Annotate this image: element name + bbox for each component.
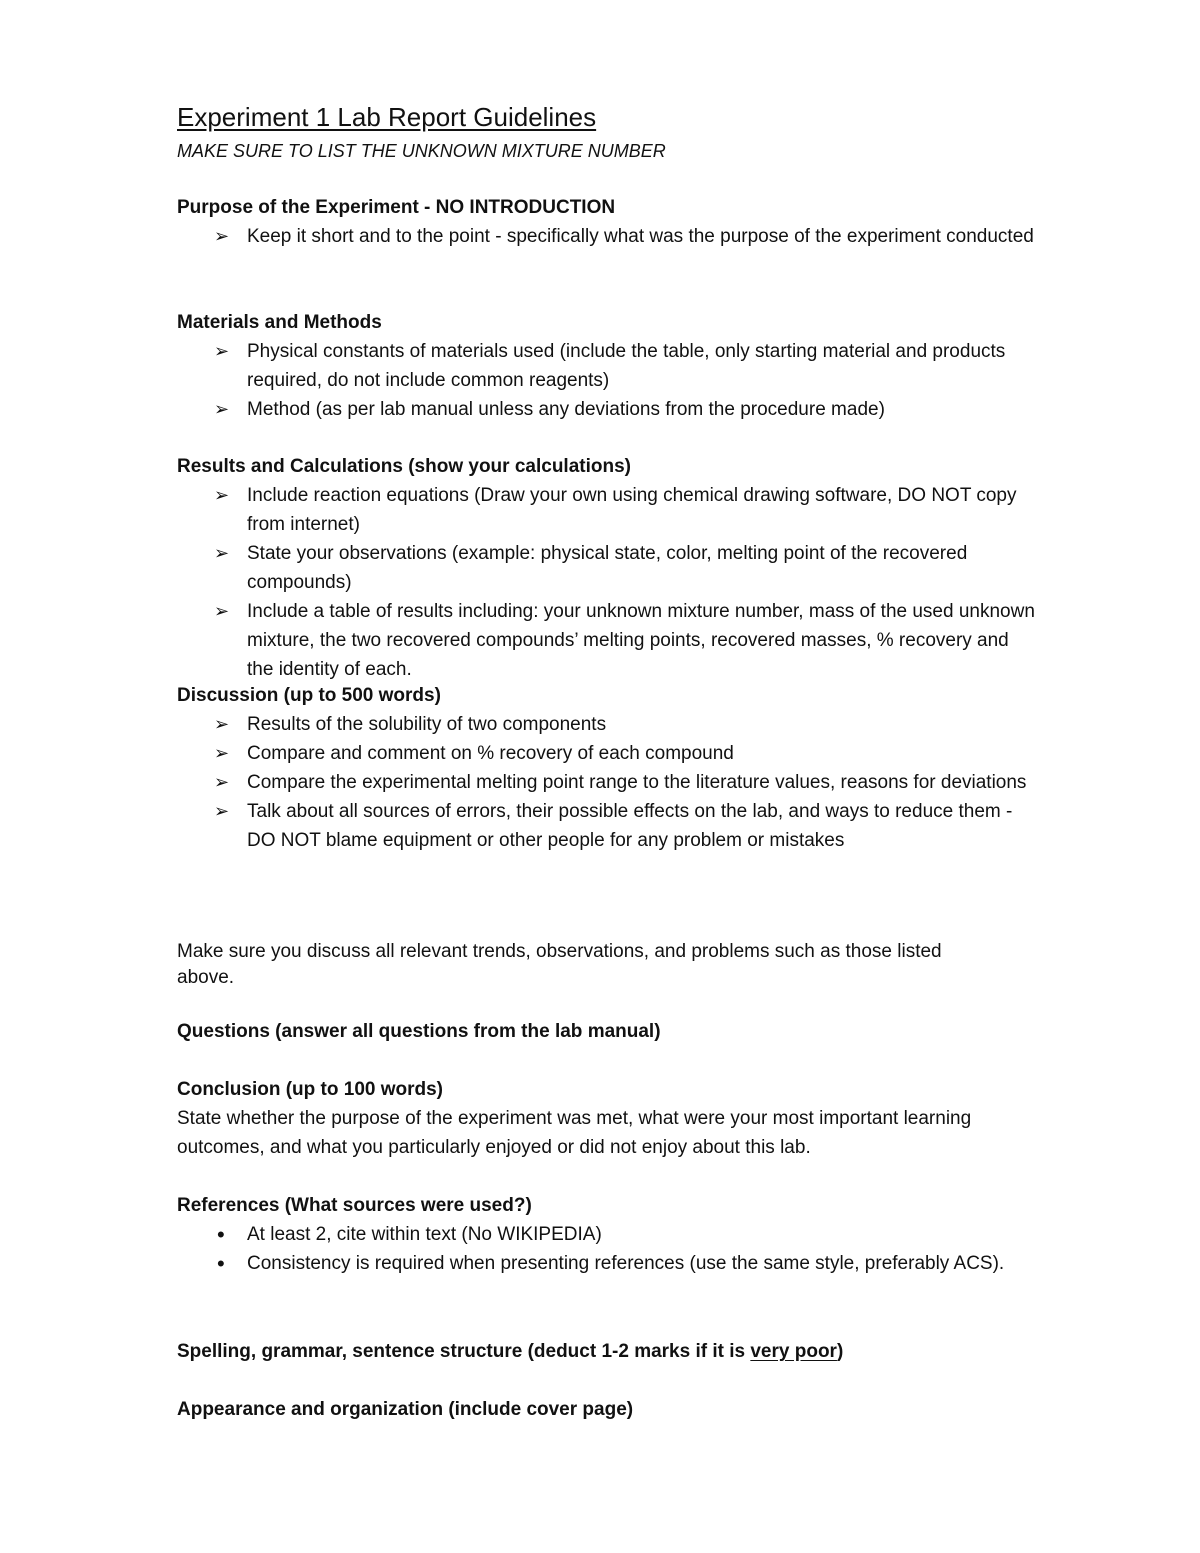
list-item <box>177 222 1037 251</box>
list-item-text: At least 2, cite within text (No WIKIPEDIA) <box>247 1224 602 1245</box>
list-item <box>177 481 1037 539</box>
references-list <box>177 1220 1057 1278</box>
round-bullet-icon: • <box>217 1222 225 1247</box>
list-item-text: Compare the experimental melting point range to the literature values, reasons for deviations <box>247 772 1027 793</box>
list-item-text: Physical constants of materials used (include the table, only starting material and products required, do not include common reagents) <box>247 341 1006 391</box>
section-heading-results: Results and Calculations (show your calculations) <box>177 456 631 477</box>
document-subtitle: MAKE SURE TO LIST THE UNKNOWN MIXTURE NUMBER <box>177 141 666 161</box>
spelling-heading-emphasis: very poor <box>750 1341 837 1362</box>
list-item-text: Method (as per lab manual unless any deviations from the procedure made) <box>247 399 885 420</box>
purpose-list <box>177 222 1057 251</box>
section-heading-questions: Questions (answer all questions from the lab manual) <box>177 1021 661 1042</box>
list-item <box>177 710 1037 739</box>
round-bullet-icon: • <box>217 1251 225 1276</box>
arrow-bullet-icon: ➢ <box>214 341 230 361</box>
arrow-bullet-icon: ➢ <box>214 772 230 792</box>
section-heading-appearance: Appearance and organization (include cover page) <box>177 1399 634 1420</box>
list-item-text: Include a table of results including: your unknown mixture number, mass of the used unknown mixture, the two recovered compounds’ melting points, recovered masses, % recovery and the identity of each. <box>247 601 1035 680</box>
arrow-bullet-icon: ➢ <box>214 543 230 563</box>
arrow-bullet-icon: ➢ <box>214 601 230 621</box>
section-purpose <box>177 193 1057 251</box>
discussion-note: Make sure you discuss all relevant trends, observations, and problems such as those listed above. <box>177 941 942 988</box>
list-item <box>177 739 1037 768</box>
section-materials <box>177 308 1057 424</box>
document-title: Experiment 1 Lab Report Guidelines <box>177 102 597 132</box>
list-item-text: Consistency is required when presenting references (use the same style, preferably ACS). <box>247 1253 1005 1274</box>
list-item-text: Compare and comment on % recovery of each compound <box>247 743 734 764</box>
list-item <box>177 337 1037 395</box>
arrow-bullet-icon: ➢ <box>214 485 230 505</box>
list-item-text: State your observations (example: physical state, color, melting point of the recovered compounds) <box>247 543 968 593</box>
section-conclusion <box>177 1075 1057 1162</box>
arrow-bullet-icon: ➢ <box>214 399 230 419</box>
arrow-bullet-icon: ➢ <box>214 226 230 246</box>
list-item-text: Talk about all sources of errors, their possible effects on the lab, and ways to reduce them - DO NOT blame equipment or other people for any problem or mistakes <box>247 801 1013 851</box>
list-item-text: Keep it short and to the point - specifically what was the purpose of the experiment conducted <box>247 226 1034 247</box>
section-questions <box>177 1017 1057 1046</box>
list-item <box>177 1220 1037 1249</box>
list-item <box>177 597 1037 684</box>
materials-list <box>177 337 1057 424</box>
spelling-heading-prefix: Spelling, grammar, sentence structure (deduct 1-2 marks if it is <box>177 1341 751 1362</box>
section-heading-conclusion: Conclusion (up to 100 words) <box>177 1079 444 1100</box>
results-list <box>177 481 1057 684</box>
section-heading-discussion: Discussion (up to 500 words) <box>177 685 441 706</box>
list-item <box>177 1249 1037 1278</box>
list-item <box>177 395 1037 424</box>
section-spelling <box>177 1337 1057 1366</box>
discussion-list <box>177 710 1057 855</box>
section-heading-materials: Materials and Methods <box>177 312 382 333</box>
arrow-bullet-icon: ➢ <box>214 714 230 734</box>
section-appearance <box>177 1395 1057 1424</box>
list-item <box>177 539 1037 597</box>
spelling-heading-suffix: ) <box>836 1341 844 1362</box>
section-references <box>177 1191 1057 1278</box>
conclusion-text: State whether the purpose of the experiment was met, what were your most important learning outcomes, and what you particularly enjoyed or did not enjoy about this lab. <box>177 1108 972 1158</box>
section-discussion <box>177 681 1057 855</box>
list-item-text: Results of the solubility of two components <box>247 714 607 735</box>
list-item-text: Include reaction equations (Draw your own using chemical drawing software, DO NOT copy from internet) <box>247 485 1017 535</box>
section-results <box>177 452 1057 684</box>
section-heading-references: References (What sources were used?) <box>177 1195 532 1216</box>
arrow-bullet-icon: ➢ <box>214 743 230 763</box>
section-heading-spelling <box>177 1337 1057 1366</box>
section-heading-purpose: Purpose of the Experiment - NO INTRODUCTION <box>177 197 616 218</box>
list-item <box>177 768 1037 797</box>
arrow-bullet-icon: ➢ <box>214 801 230 821</box>
list-item <box>177 797 1037 855</box>
